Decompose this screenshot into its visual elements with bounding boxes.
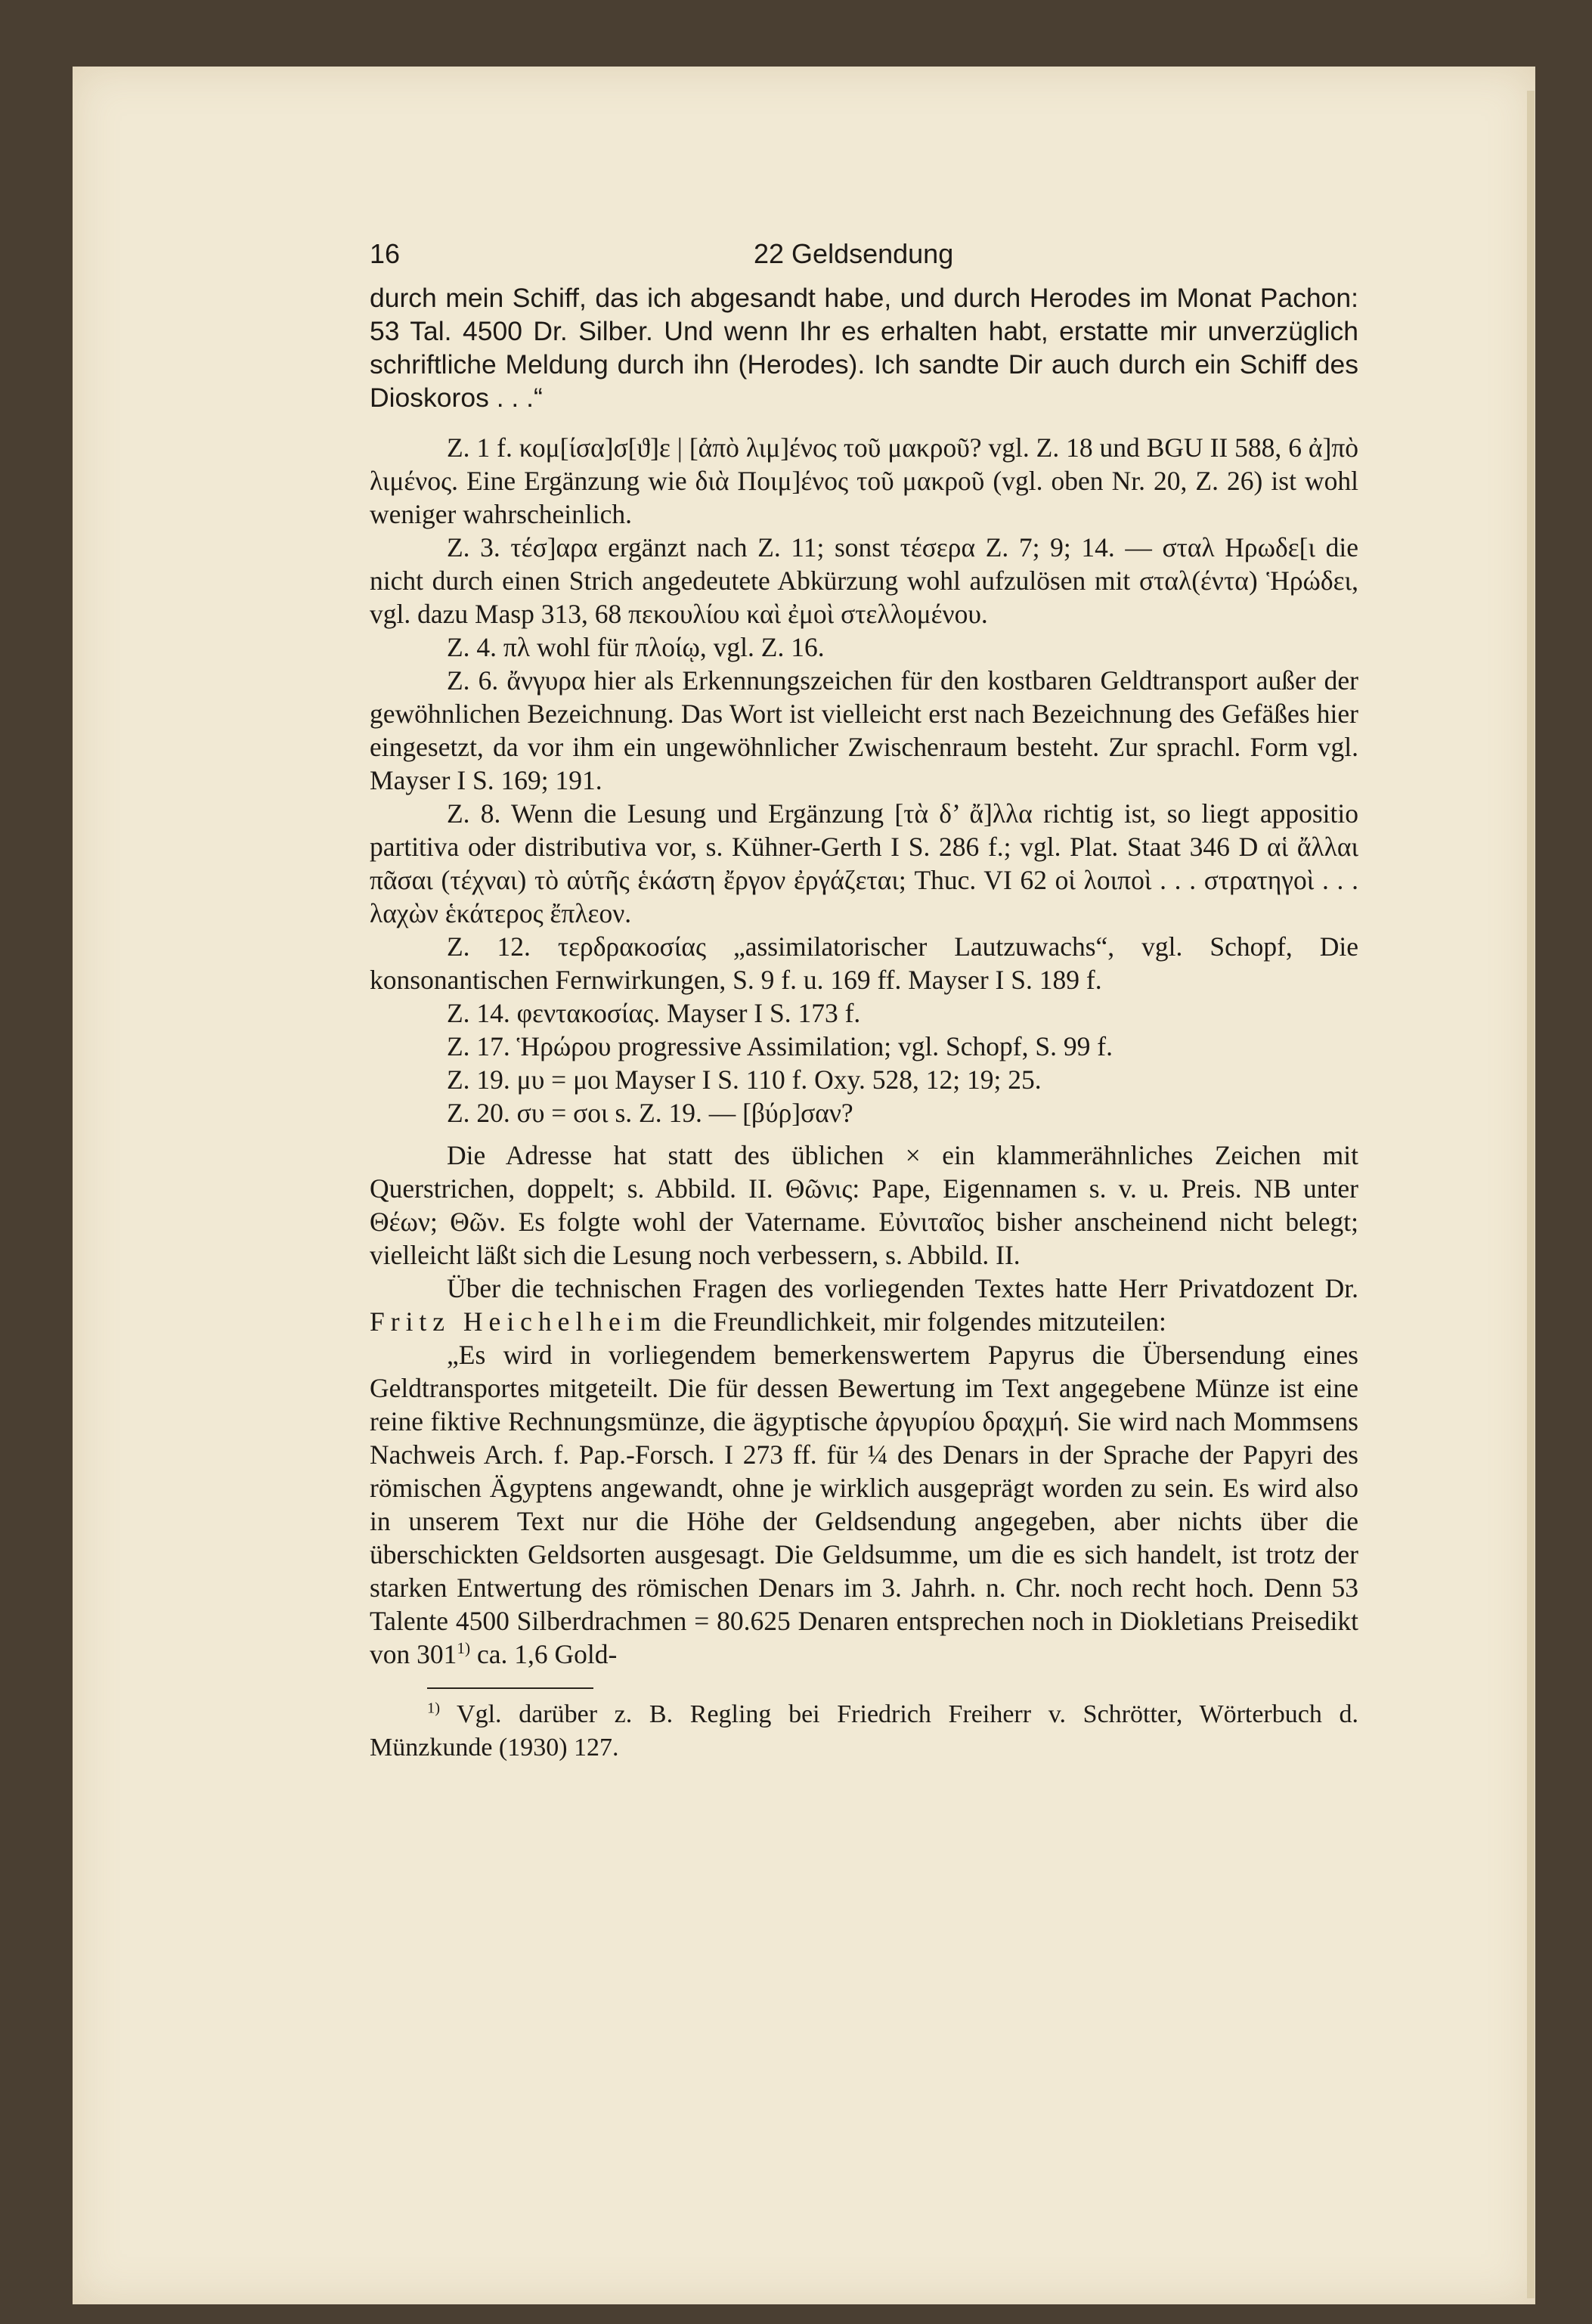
footnote [370,1698,1358,1765]
note-line-12: Z. 12. τερδρακοσίας „assimilatorischer Lautzuwachs“, vgl. Schopf, Die konsonantischen Fernwirkungen, S. 9 f. u. 169 ff. Mayser I S. 189 f. [370,931,1358,995]
note-line-4: Z. 4. πλ wohl für πλοίῳ, vgl. Z. 16. [447,632,825,662]
note-line-19: Z. 19. μυ = μοι Mayser I S. 110 f. Oxy. 528, 12; 19; 25. [447,1064,1042,1095]
translation-paragraph: durch mein Schiff, das ich abgesandt habe, und durch Herodes im Monat Pachon: 53 Tal. 4500 Dr. Silber. Und wenn Ihr es erhalten habt, erstatte mir unverzüglich schriftliche Meldung durch ihn (Herodes). Ich sandte Dir auch durch ein Schiff des Dioskoros . . .“ [370,283,1358,413]
spacer [370,414,1358,431]
footnote-marker: 1) [427,1700,440,1717]
footnote-rule [427,1687,593,1689]
technical-text: Über die technischen Fragen des vorliegenden Textes hatte Herr Privatdozent Dr. [447,1273,1358,1303]
footnote-text: Vgl. darüber z. B. Regling bei Friedrich Freiherr v. Schrötter, Wörterbuch d. Münzkunde (1930) 127. [370,1700,1358,1762]
technical-paragraph [370,1272,1358,1338]
note-line-20: Z. 20. συ = σοι s. Z. 19. — [βύρ]σαν? [447,1098,853,1128]
footnote-paragraph [370,1698,1358,1765]
quote-paragraph [370,1338,1358,1671]
address-paragraph: Die Adresse hat statt des üblichen × ein klammerähnliches Zeichen mit Querstrichen, doppelt; s. Abbild. II. Θῶνις: Pape, Eigennamen s. v. u. Preis. NB unter Θέων; Θῶν. Es folgte wohl der Vatername. Εὐνιταῖος bisher anscheinend nicht belegt; vielleicht läßt sich die Lesung noch verbessern, s. Abbild. II. [370,1140,1358,1270]
quote-text: „Es wird in vorliegendem bemerkenswertem Papyrus die Übersendung eines Geldtransportes mitgeteilt. Die für dessen Bewertung im Text angegebene Münze ist eine reine fiktive Rechnungsmünze, die ägyptische ἀργυρίου δραχμή. Sie wird nach Mommsens Nachweis Arch. f. Pap.-Forsch. I 273 ff. für ¼ des Denars in der Sprache der Papyri des römischen Ägyptens angewandt, ohne je wirklich ausgeprägt worden zu sein. Es wird also in unserem Text nur die Höhe der Geldsendung angegeben, aber nichts über die überschickten Geldsorten ausgesagt. Die Geldsumme, um die es sich handelt, ist trotz der starken Entwertung des römischen Denars im 3. Jahrh. n. Chr. noch recht hoch. Denn 53 Talente 4500 Silberdrachmen = 80.625 Denaren entsprechen noch in Diokletians Preisedikt von 301 [370,1340,1358,1669]
note-line-3: Z. 3. τέσ]αρα ergänzt nach Z. 11; sonst τέσερα Z. 7; 9; 14. — σταλ Ηρωδε[ι die nicht durch einen Strich angedeutete Abkürzung wohl aufzulösen mit σταλ(έντα) Ἡρώδει, vgl. dazu Masp 313, 68 πεκουλίου καὶ ἐμοὶ στελλομένου. [370,532,1358,629]
page-number: 16 [370,238,401,269]
text-block [370,227,1358,1765]
person-name: Fritz Heichelheim [370,1306,667,1337]
quote-text-end: ca. 1,6 Gold- [477,1639,618,1669]
page-header [370,227,1358,281]
page-edge [1527,91,1535,2298]
footnote-ref: 1) [457,1639,471,1658]
technical-text-end: die Freundlichkeit, mir folgendes mitzuteilen: [674,1306,1166,1337]
note-line-17: Z. 17. Ἡρώρου progressive Assimilation; vgl. Schopf, S. 99 f. [447,1031,1113,1061]
note-line-14: Z. 14. φεντακοσίας. Mayser I S. 173 f. [447,998,861,1028]
note-line-8: Z. 8. Wenn die Lesung und Ergänzung [τὰ δ’ ἄ]λλα richtig ist, so liegt appositio partitiva oder distributiva vor, s. Kühner-Gerth I S. 286 f.; vgl. Plat. Staat 346 D αἱ ἄλλαι πᾶσαι (τέχναι) τὸ αὑτῆς ἑκάστη ἔργον ἐργάζεται; Thuc. VI 62 οἱ λοιποὶ . . . στρατηγοὶ . . . λαχὼν ἑκάτερος ἔπλεον. [370,798,1358,928]
spacer [370,1129,1358,1139]
running-title: 22 Geldsendung [754,238,954,269]
note-line-6: Z. 6. ἄνγυρα hier als Erkennungszeichen für den kostbaren Geldtransport außer der gewöhnlichen Bezeichnung. Das Wort ist vielleicht erst nach Bezeichnung des Gefäßes hier eingesetzt, da vor ihm ein ungewöhnlicher Zwischenraum besteht. Zur sprachl. Form vgl. Mayser I S. 169; 191. [370,665,1358,795]
note-line-1: Z. 1 f. κομ[ίσα]σ[ϑ]ε | [ἀπὸ λιμ]ένος τοῦ μακροῦ? vgl. Z. 18 und BGU II 588, 6 ἀ]πὸ λιμένος. Eine Ergänzung wie διὰ Ποιμ]ένος τοῦ μακροῦ (vgl. oben Nr. 20, Z. 26) ist wohl weniger wahrscheinlich. [370,432,1358,529]
